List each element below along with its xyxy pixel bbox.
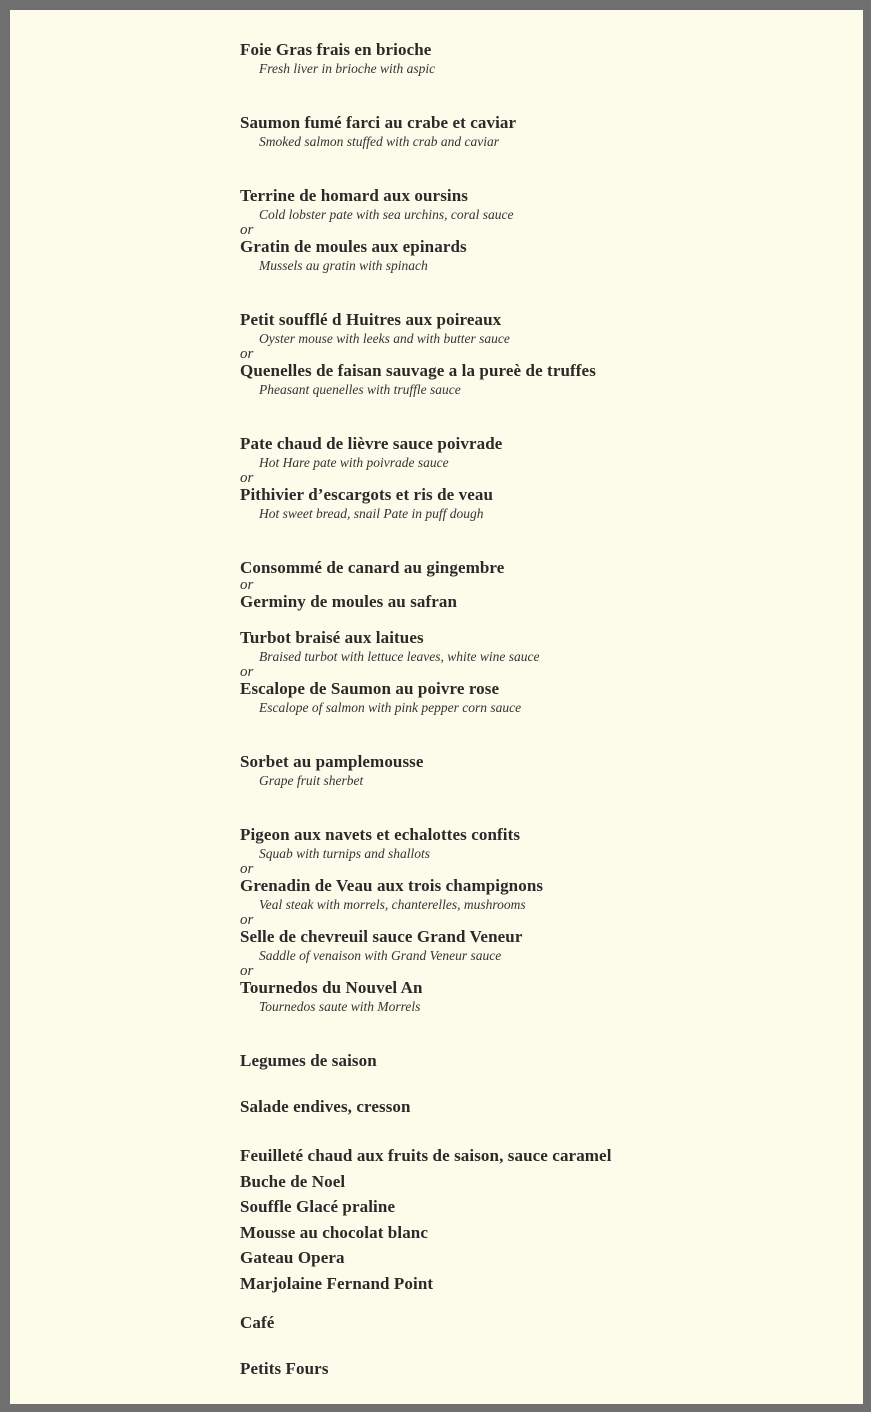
- menu-section: [240, 628, 850, 716]
- or-separator: or: [240, 861, 254, 877]
- dish-description: Veal steak with morrels, chanterelles, mushrooms: [259, 897, 526, 912]
- dish-description: Hot sweet bread, snail Pate in puff dough: [259, 506, 484, 521]
- menu-section: [240, 186, 850, 274]
- menu-section: [240, 113, 850, 150]
- dish-title: Mousse au chocolat blanc: [240, 1222, 428, 1242]
- dish-title: Terrine de homard aux oursins: [240, 186, 469, 205]
- menu-list: [240, 40, 850, 1408]
- dish-title: Quenelles de faisan sauvage a la pureè de truffes: [240, 361, 596, 380]
- menu-section: [240, 1313, 850, 1333]
- dish-title: Petit soufflé d Huitres aux poireaux: [240, 310, 502, 329]
- dish-title: Marjolaine Fernand Point: [240, 1273, 434, 1293]
- dish-description: Hot Hare pate with poivrade sauce: [259, 455, 449, 470]
- dish-title: Grenadin de Veau aux trois champignons: [240, 876, 544, 895]
- or-separator: or: [240, 912, 254, 928]
- dish-description: Braised turbot with lettuce leaves, white wine sauce: [259, 649, 540, 664]
- dish-description: Saddle of venaison with Grand Veneur sauce: [259, 948, 502, 963]
- dish-title: Sorbet au pamplemousse: [240, 752, 424, 771]
- dish-description: Oyster mouse with leeks and with butter sauce: [259, 331, 510, 346]
- dish-title: Tournedos du Nouvel An: [240, 978, 423, 997]
- dish-title: Escalope de Saumon au poivre rose: [240, 679, 500, 698]
- or-separator: or: [240, 577, 254, 593]
- menu-section: [240, 310, 850, 398]
- menu-section: [240, 434, 850, 522]
- dish-description: Escalope of salmon with pink pepper corn sauce: [259, 700, 522, 715]
- dish-description: Fresh liver in brioche with aspic: [259, 61, 436, 76]
- dish-title: Gateau Opera: [240, 1248, 345, 1268]
- dish-title: Selle de chevreuil sauce Grand Veneur: [240, 927, 523, 946]
- dish-title: Salade endives, cresson: [240, 1097, 411, 1116]
- menu-section: [240, 40, 850, 77]
- menu-section: [240, 1143, 850, 1297]
- dish-title: Buche de Noel: [240, 1171, 346, 1191]
- or-separator: or: [240, 346, 254, 362]
- dish-description: Squab with turnips and shallots: [259, 846, 431, 861]
- dish-title: Consommé de canard au gingembre: [240, 558, 505, 577]
- menu-section: [240, 1051, 850, 1071]
- dish-title: Foie Gras frais en brioche: [240, 40, 432, 59]
- dish-title: Legumes de saison: [240, 1051, 377, 1070]
- or-separator: or: [240, 222, 254, 238]
- dish-description: Cold lobster pate with sea urchins, coral sauce: [259, 207, 514, 222]
- menu-page: [10, 10, 863, 1404]
- menu-section: [240, 1097, 850, 1117]
- menu-section: [240, 558, 850, 612]
- dish-title: Feuilleté chaud aux fruits de saison, sauce caramel: [240, 1146, 612, 1165]
- dish-description: Grape fruit sherbet: [259, 773, 364, 788]
- menu-section: [240, 825, 850, 1015]
- dish-title: Petits Fours: [240, 1358, 329, 1378]
- dish-title: Souffle Glacé praline: [240, 1197, 396, 1217]
- dish-description: Mussels au gratin with spinach: [259, 258, 428, 273]
- or-separator: or: [240, 470, 254, 486]
- dish-description: Pheasant quenelles with truffle sauce: [259, 382, 461, 397]
- dish-title: Pigeon aux navets et echalottes confits: [240, 825, 521, 844]
- menu-section: [240, 752, 850, 789]
- dish-description: Tournedos saute with Morrels: [259, 999, 421, 1014]
- dish-title: Germiny de moules au safran: [240, 592, 458, 611]
- dish-title: Saumon fumé farci au crabe et caviar: [240, 113, 517, 132]
- dish-title: Pate chaud de lièvre sauce poivrade: [240, 434, 503, 453]
- or-separator: or: [240, 664, 254, 680]
- or-separator: or: [240, 963, 254, 979]
- dish-title: Turbot braisé aux laitues: [240, 628, 424, 647]
- dish-title: Pithivier d’escargots et ris de veau: [240, 485, 494, 504]
- menu-section: [240, 1359, 850, 1379]
- dish-title: Gratin de moules aux epinards: [240, 237, 467, 256]
- dish-title: Café: [240, 1312, 275, 1332]
- dish-description: Smoked salmon stuffed with crab and caviar: [259, 134, 499, 149]
